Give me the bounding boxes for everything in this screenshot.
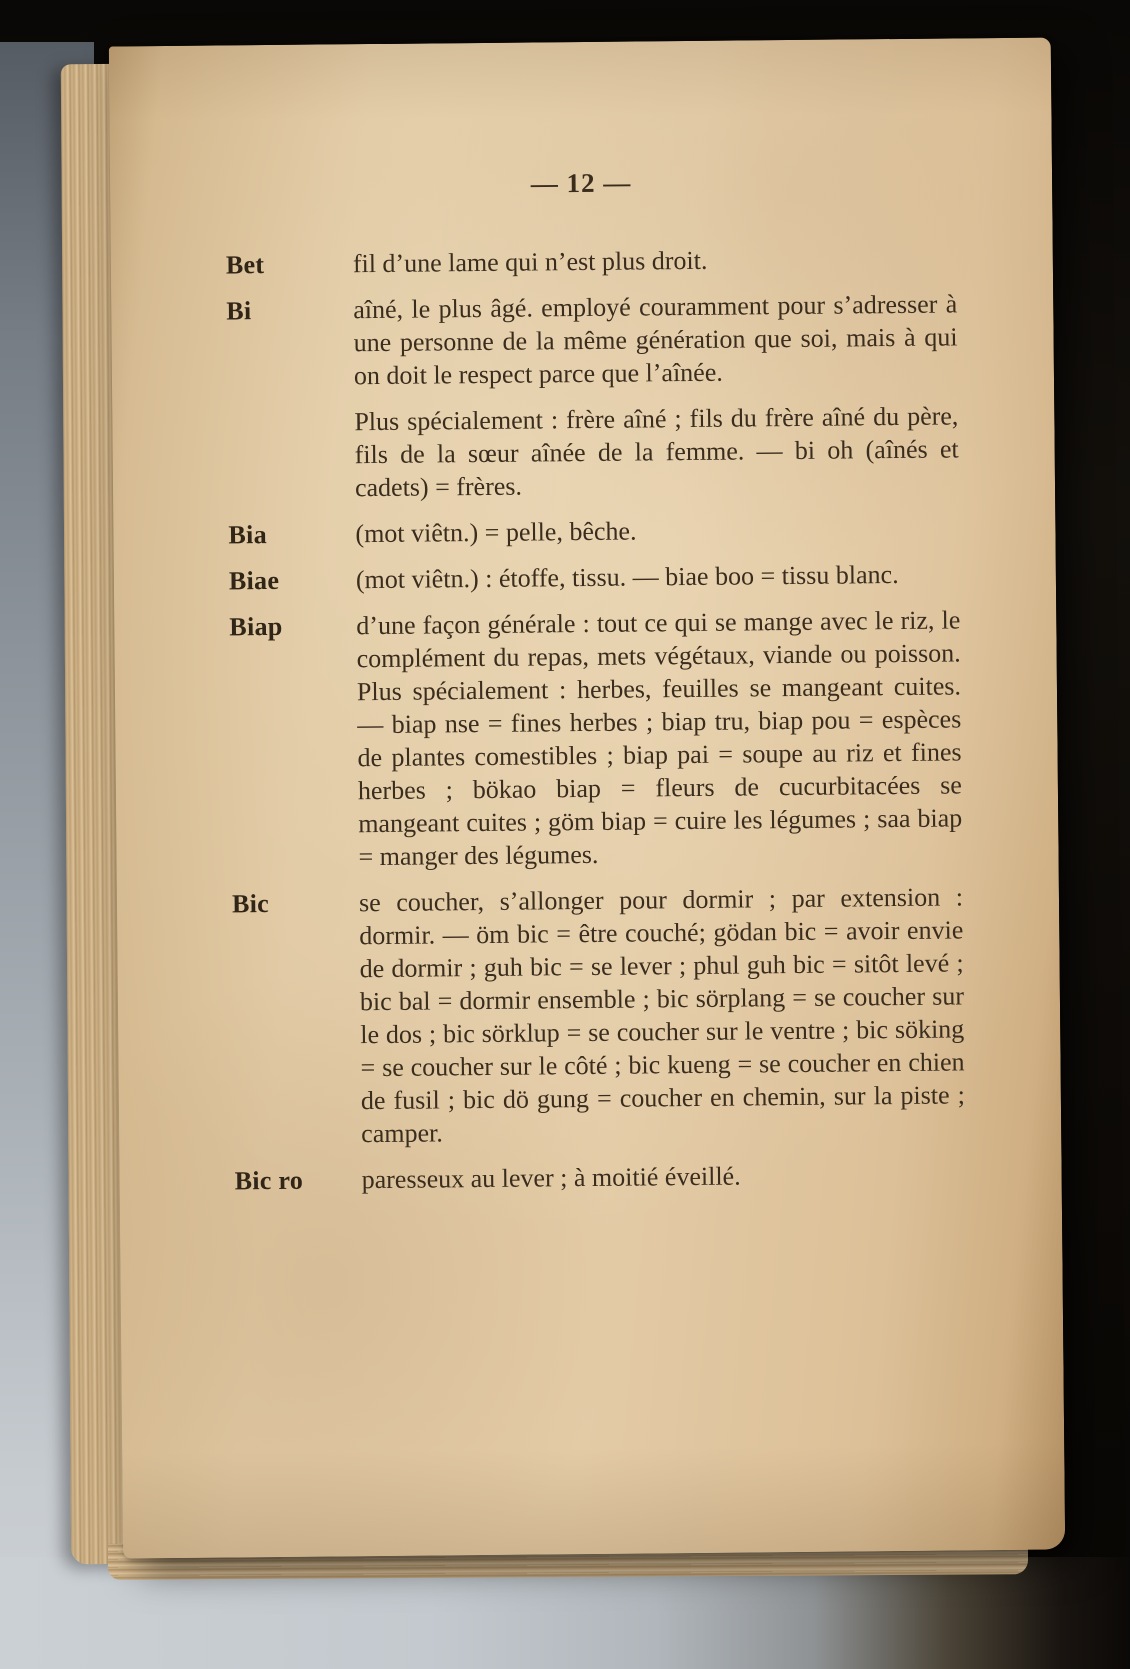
entry-headword: Bic ro (234, 1165, 304, 1196)
book-page (109, 38, 1065, 1559)
dictionary-entry (226, 287, 959, 505)
definition-paragraph: fil d’une lame qui n’est plus droit. (352, 245, 708, 279)
entry-definition (356, 557, 960, 596)
definition-paragraph: paresseux au lever ; à moitié éveillé. (361, 1161, 741, 1195)
dictionary-entry (235, 1157, 966, 1197)
definition-paragraph: Plus spécialement : frère aîné ; fils du frère aîné du père, fils de la sœur aînée de la femme. — bi oh (aînés et cadets) = frères. (354, 401, 959, 503)
entry-headword: Biap (229, 611, 283, 642)
definition-paragraph: se coucher, s’allonger pour dormir ; par extension : dormir. — öm bic = être couché; gödan bic = avoir envie de dormir ; guh bic = se lever ; phul guh bic = sitôt levé ; bic bal = dormir ensemble ; bic sörplang = se coucher sur le dos ; bic sörklup = se coucher sur le ventre ; bic söking = se coucher sur le côté ; bic kueng = se coucher en chien de fusil ; bic dö gung = coucher en chemin, sur la piste ; camper. (358, 882, 966, 1149)
entry-headword: Bic (231, 889, 270, 919)
definition-paragraph: d’une façon générale : tout ce qui se mange avec le riz, le complément du repas, mets végétaux, viande ou poisson. Plus spécialement : herbes, feuilles se mangeant cuites. — biap nse = fines herbes ; biap tru, biap pou = espèces de plantes comestibles ; biap pai = soupe au riz et fines herbes ; bökao biap = fleurs de cucurbitacées se mangeant cuites ; göm biap = cuire les légumes ; saa biap = manger des légumes. (356, 605, 963, 872)
entry-definition (355, 511, 959, 550)
entry-headword: Bi (226, 296, 252, 326)
entry-definition (353, 241, 957, 280)
dictionary-entry (229, 557, 960, 597)
dictionary-entry (226, 241, 957, 281)
entry-definition (356, 603, 963, 873)
dictionary-entry (232, 880, 966, 1151)
entry-headword: Bia (228, 520, 268, 550)
dictionary-entry (228, 511, 959, 551)
dictionary-entry (229, 603, 963, 874)
dictionary-entries (226, 241, 966, 1197)
entry-headword: Bet (225, 250, 265, 280)
definition-paragraph: (mot viêtn.) : étoffe, tissu. — biae boo = tissu blanc. (355, 559, 899, 595)
entry-definition (361, 1157, 965, 1196)
page-number: — 12 — (530, 167, 632, 199)
definition-paragraph: aîné, le plus âgé. employé couramment pour s’adresser à une personne de la même génération que soi, mais à qui on doit le respect parce que l’aînée. (353, 289, 958, 391)
definition-paragraph: (mot viêtn.) = pelle, bêche. (355, 516, 637, 549)
entry-definition (359, 880, 966, 1150)
entry-definition (353, 287, 959, 504)
entry-headword: Biae (228, 565, 280, 596)
